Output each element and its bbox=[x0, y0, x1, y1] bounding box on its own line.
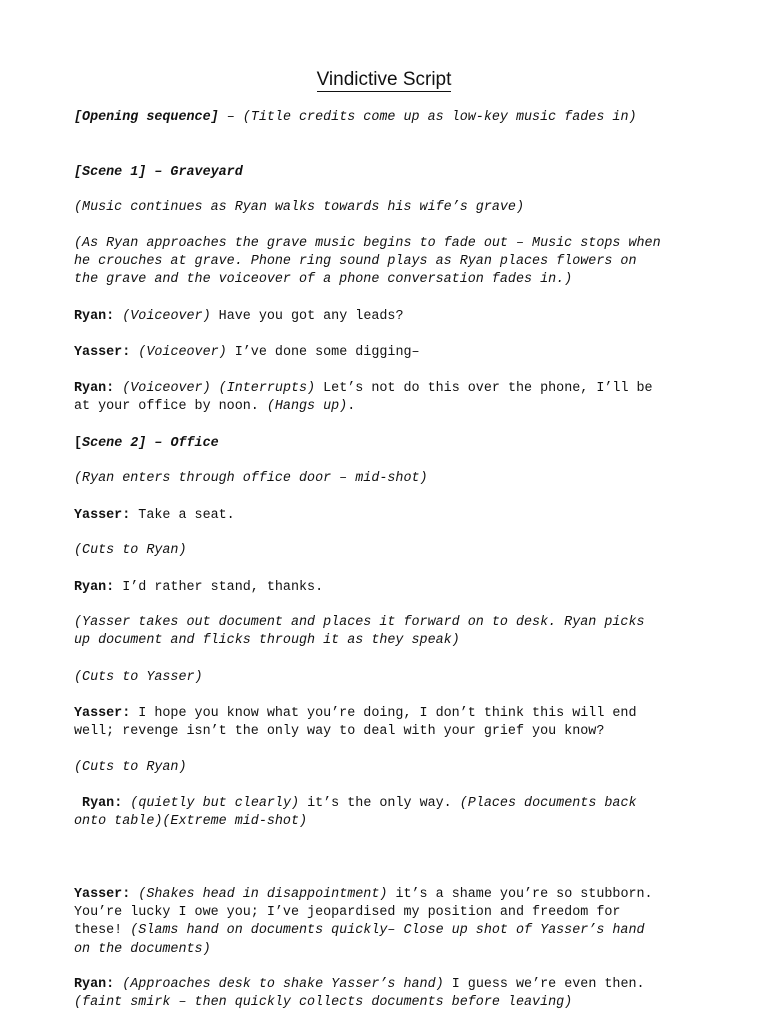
scene-2-heading: [Scene 2] – Office bbox=[74, 436, 219, 451]
dialogue-line: Yasser: (Shakes head in disappointment) it’s a shame you’re so stubborn. You’re lucky I owe you; I’ve jeopardised my position and freedom for these! (Slams hand on documents quickly– Close up shot of Yasser’s hand on the documents) bbox=[74, 887, 653, 957]
scene-1-heading: [Scene 1] – Graveyard bbox=[74, 165, 243, 180]
dialogue-line: Yasser: I hope you know what you’re doing, I don’t think this will end well; revenge isn’t the only way to deal with your grief you know? bbox=[74, 706, 637, 740]
dialogue-line: Ryan: I’d rather stand, thanks. bbox=[74, 580, 324, 595]
dialogue-line: Ryan: (Approaches desk to shake Yasser’s hand) I guess we’re even then. (faint smirk – then quickly collects documents before leaving) bbox=[74, 977, 645, 1011]
dialogue-line: Yasser: (Voiceover) I’ve done some digging– bbox=[74, 345, 420, 360]
stage-direction: (Music continues as Ryan walks towards his wife’s grave) bbox=[74, 200, 524, 215]
stage-direction: (Yasser takes out document and places it forward on to desk. Ryan picks up document and flicks through it as they speak) bbox=[74, 615, 645, 649]
stage-direction: (Cuts to Ryan) bbox=[74, 543, 187, 558]
dialogue-line: Ryan: (Voiceover) Have you got any leads? bbox=[74, 309, 404, 324]
stage-direction: (As Ryan approaches the grave music begins to fade out – Music stops when he crouches at grave. Phone ring sound plays as Ryan places flowers on the grave and the voiceover of a phone conversation fades in.) bbox=[74, 236, 661, 288]
stage-direction: (Ryan enters through office door – mid-shot) bbox=[74, 471, 428, 486]
dialogue-line: Ryan: (quietly but clearly) it’s the only way. (Places documents back onto table)(Extreme mid-shot) bbox=[74, 796, 637, 830]
page-title: Vindictive Script bbox=[316, 69, 452, 90]
stage-direction: (Cuts to Yasser) bbox=[74, 670, 203, 685]
dialogue-line: Yasser: Take a seat. bbox=[74, 508, 235, 523]
dialogue-line: Ryan: (Voiceover) (Interrupts) Let’s not do this over the phone, I’ll be at your office by noon. (Hangs up). bbox=[74, 381, 653, 415]
stage-direction: (Cuts to Ryan) bbox=[74, 760, 187, 775]
opening-sequence-line: [Opening sequence] – (Title credits come up as low-key music fades in) bbox=[74, 110, 637, 125]
